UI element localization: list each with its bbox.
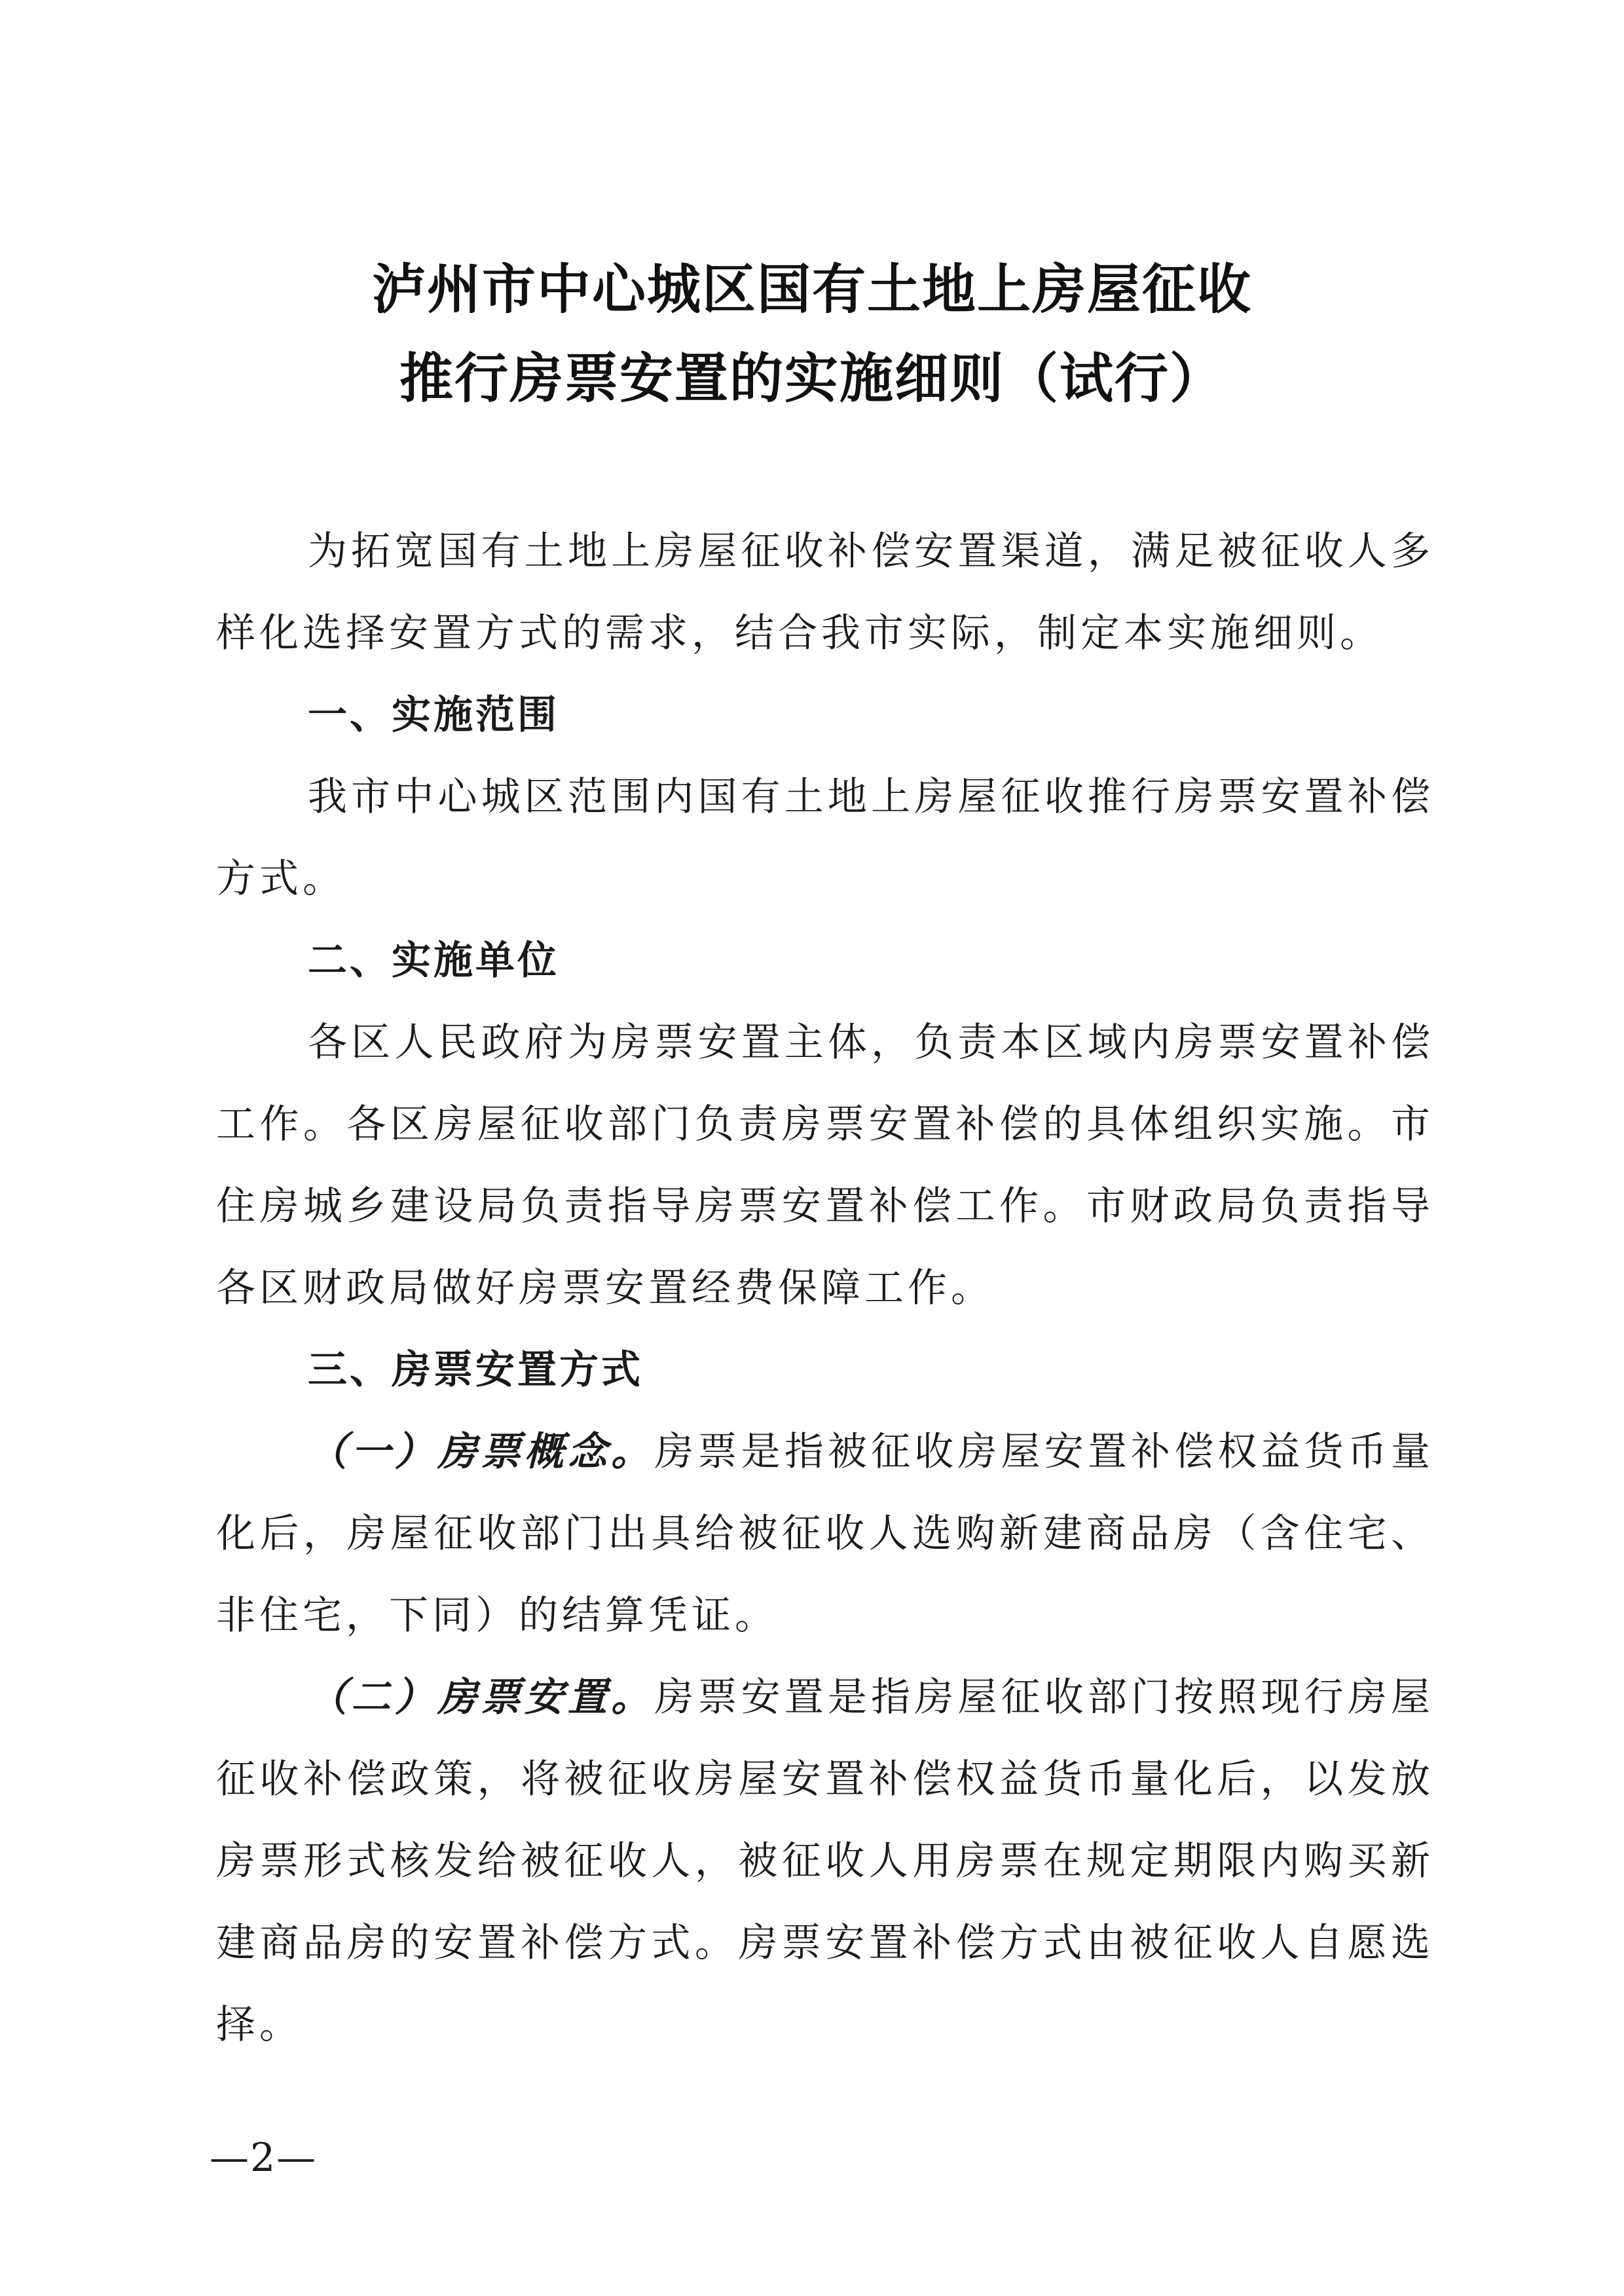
title-line-1: 泸州市中心城区国有土地上房屋征收 <box>371 259 1252 321</box>
method-item-concept-text: 房票是指被征收房屋安置补偿权益货币量化后，房屋征收部门出具给被征收人选购新建商品房（含住宅、非住宅，下同）的结算凭证。 <box>216 1429 1435 1639</box>
section-heading-method: 三、房票安置方式 <box>308 1347 643 1393</box>
method-item-concept-lead: （一）房票概念。 <box>308 1429 655 1475</box>
document-title <box>0 246 1624 424</box>
section-scope-paragraph: 我市中心城区范围内国有土地上房屋征收推行房票安置补偿方式。 <box>216 774 1434 902</box>
section-units-paragraph: 各区人民政府为房票安置主体，负责本区域内房票安置补偿工作。各区房屋征收部门负责房票安置补偿的具体组织实施。市住房城乡建设局负责指导房票安置补偿工作。市财政局负责指导各区财政局做好房票安置经费保障工作。 <box>216 1020 1434 1311</box>
intro-paragraph: 为拓宽国有土地上房屋征收补偿安置渠道，满足被征收人多样化选择安置方式的需求，结合我市实际，制定本实施细则。 <box>216 528 1434 656</box>
method-item-placement-text: 房票安置是指房屋征收部门按照现行房屋征收补偿政策，将被征收房屋安置补偿权益货币量化后，以发放房票形式核发给被征收人，被征收人用房票在规定期限内购买新建商品房的安置补偿方式。房票安置补偿方式由被征收人自愿选择。 <box>216 1675 1435 2048</box>
method-item-placement-lead: （二）房票安置。 <box>308 1675 655 1720</box>
document-body <box>216 511 1434 2066</box>
title-line-2: 推行房票安置的实施细则（试行） <box>399 348 1225 410</box>
method-item-placement <box>216 1657 1434 2066</box>
section-heading-scope: 一、实施范围 <box>308 692 559 738</box>
method-item-concept <box>216 1411 1434 1657</box>
section-heading-units: 二、实施单位 <box>308 938 559 984</box>
page-number: —2— <box>210 2135 318 2181</box>
